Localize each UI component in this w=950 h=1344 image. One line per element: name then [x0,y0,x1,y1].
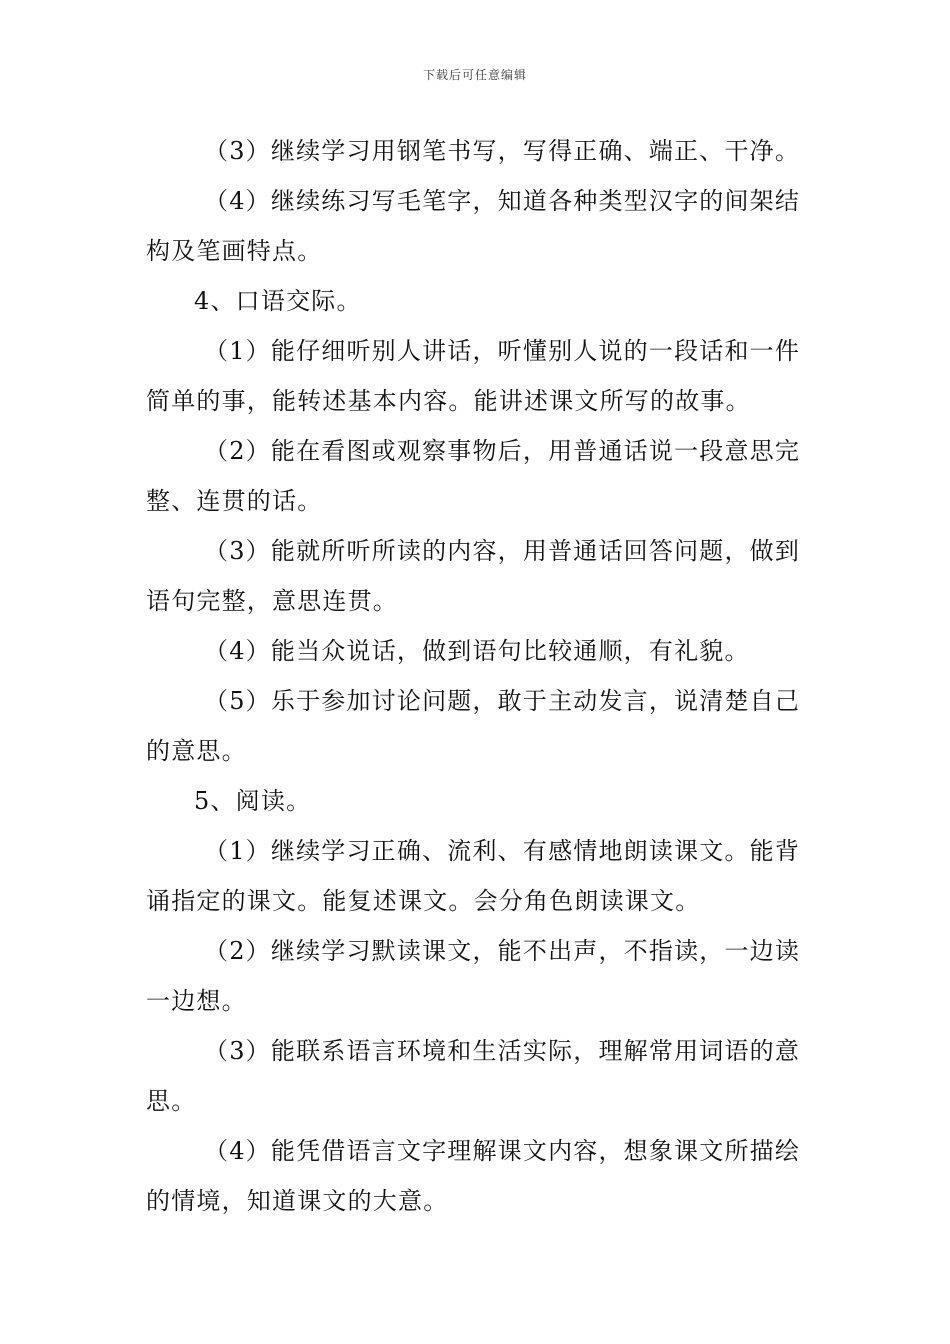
paragraph: （3）能就所听所读的内容，用普通话回答问题，做到语句完整，意思连贯。 [146,537,801,615]
paragraph: （5）乐于参加讨论问题，敢于主动发言，说清楚自己的意思。 [146,687,801,765]
paragraph: （2）继续学习默读课文，能不出声，不指读，一边读一边想。 [146,937,801,1015]
paragraph: （1）能仔细听别人讲话，听懂别人说的一段话和一件简单的事，能转述基本内容。能讲述课文所写的故事。 [146,337,801,415]
paragraph: （2）能在看图或观察事物后，用普通话说一段意思完整、连贯的话。 [146,437,801,515]
paragraph: （1）继续学习正确、流利、有感情地朗读课文。能背诵指定的课文。能复述课文。会分角色朗读课文。 [146,837,801,915]
page-header: 下载后可任意编辑 [422,68,527,82]
document-body [146,126,814,1226]
paragraph: （3）能联系语言环境和生活实际，理解常用词语的意思。 [146,1037,801,1115]
section-heading: 5、阅读。 [194,787,312,815]
paragraph: （4）能当众说话，做到语句比较通顺，有礼貌。 [204,637,750,665]
paragraph: （4）能凭借语言文字理解课文内容，想象课文所描绘的情境，知道课文的大意。 [146,1137,801,1215]
paragraph: （4）继续练习写毛笔字，知道各种类型汉字的间架结构及笔画特点。 [146,187,801,265]
paragraph: （3）继续学习用钢笔书写，写得正确、端正、干净。 [204,137,801,165]
section-heading: 4、口语交际。 [194,287,362,315]
